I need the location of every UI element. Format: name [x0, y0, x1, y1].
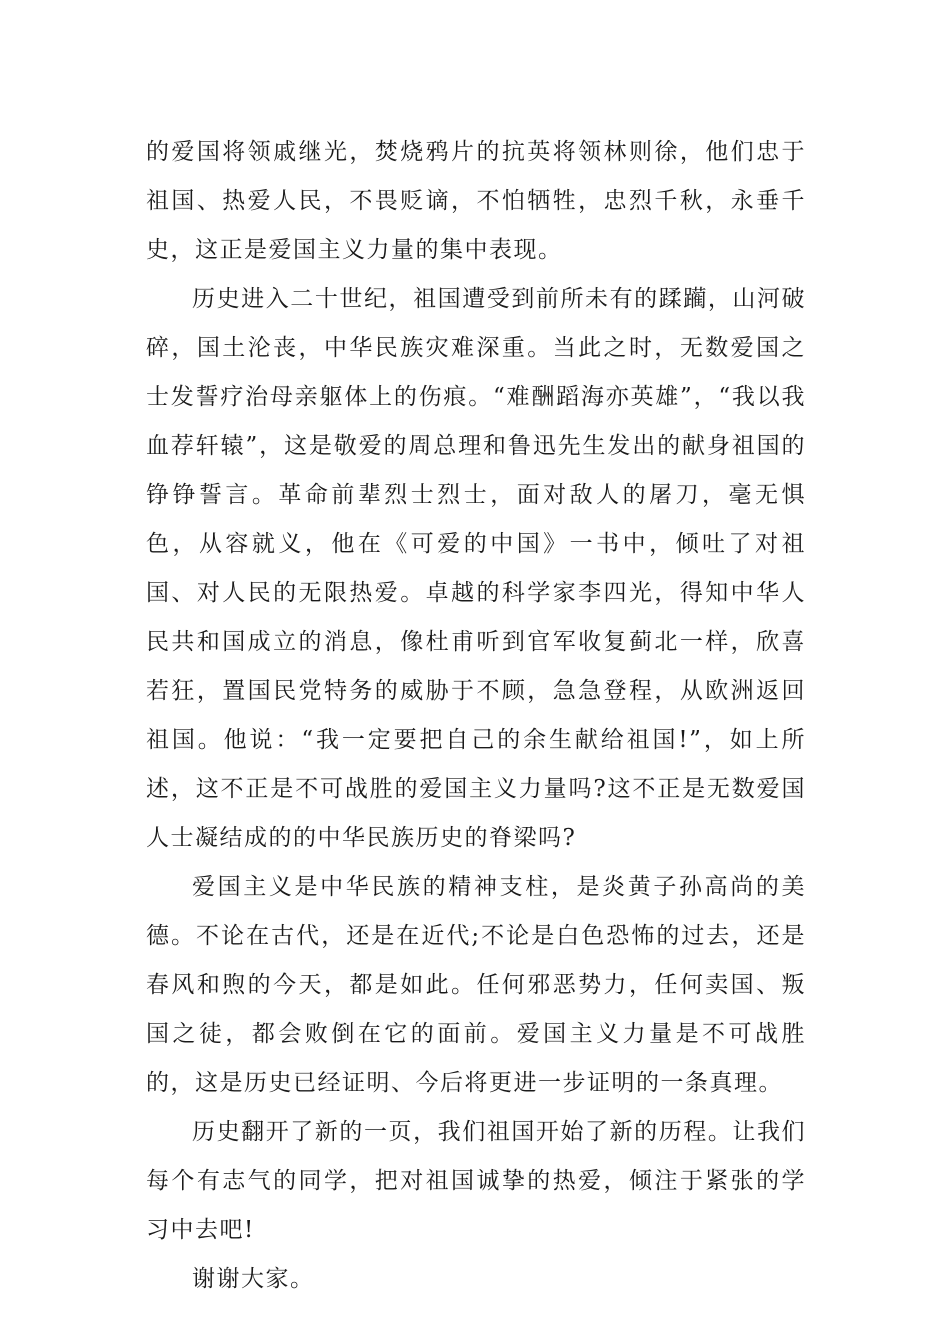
paragraph-patriotism-pillar: 爱国主义是中华民族的精神支柱，是炎黄子孙高尚的美德。不论在古代，还是在近代;不论是白色恐怖的过去，还是春风和煦的今天，都是如此。任何邪恶势力，任何卖国、叛国之徒，都会败倒在它的面前。爱国主义力量是不可战胜的，这是历史已经证明、今后将更进一步证明的一条真理。: [146, 874, 806, 1096]
paragraph-continuation: 的爱国将领戚继光，焚烧鸦片的抗英将领林则徐，他们忠于祖国、热爱人民，不畏贬谪，不怕牺牲，忠烈千秋，永垂千史，这正是爱国主义力量的集中表现。: [146, 139, 806, 263]
paragraph-twentieth-century: 历史进入二十世纪，祖国遭受到前所未有的蹂躏，山河破碎，国土沦丧，中华民族灾难深重。当此之时，无数爱国之士发誓疗治母亲躯体上的伤痕。“难酬蹈海亦英雄”，“我以我血荐轩辕”，这是敬爱的周总理和鲁迅先生发出的献身祖国的铮铮誓言。革命前辈烈士烈士，面对敌人的屠刀，毫无惧色，从容就义，他在《可爱的中国》一书中，倾吐了对祖国、对人民的无限热爱。卓越的科学家李四光，得知中华人民共和国成立的消息，像杜甫听到官军收复蓟北一样，欣喜若狂，置国民党特务的威胁于不顾，急急登程，从欧洲返回祖国。他说：“我一定要把自己的余生献给祖国!”，如上所述，这不正是不可战胜的爱国主义力量吗?这不正是无数爱国人士凝结成的的中华民族历史的脊梁吗?: [146, 286, 806, 851]
paragraph-thanks: 谢谢大家。: [192, 1266, 315, 1292]
document-body: [146, 128, 806, 1304]
paragraph-new-page: 历史翻开了新的一页，我们祖国开始了新的历程。让我们每个有志气的同学，把对祖国诚挚的热爱，倾注于紧张的学习中去吧!: [146, 1119, 806, 1243]
